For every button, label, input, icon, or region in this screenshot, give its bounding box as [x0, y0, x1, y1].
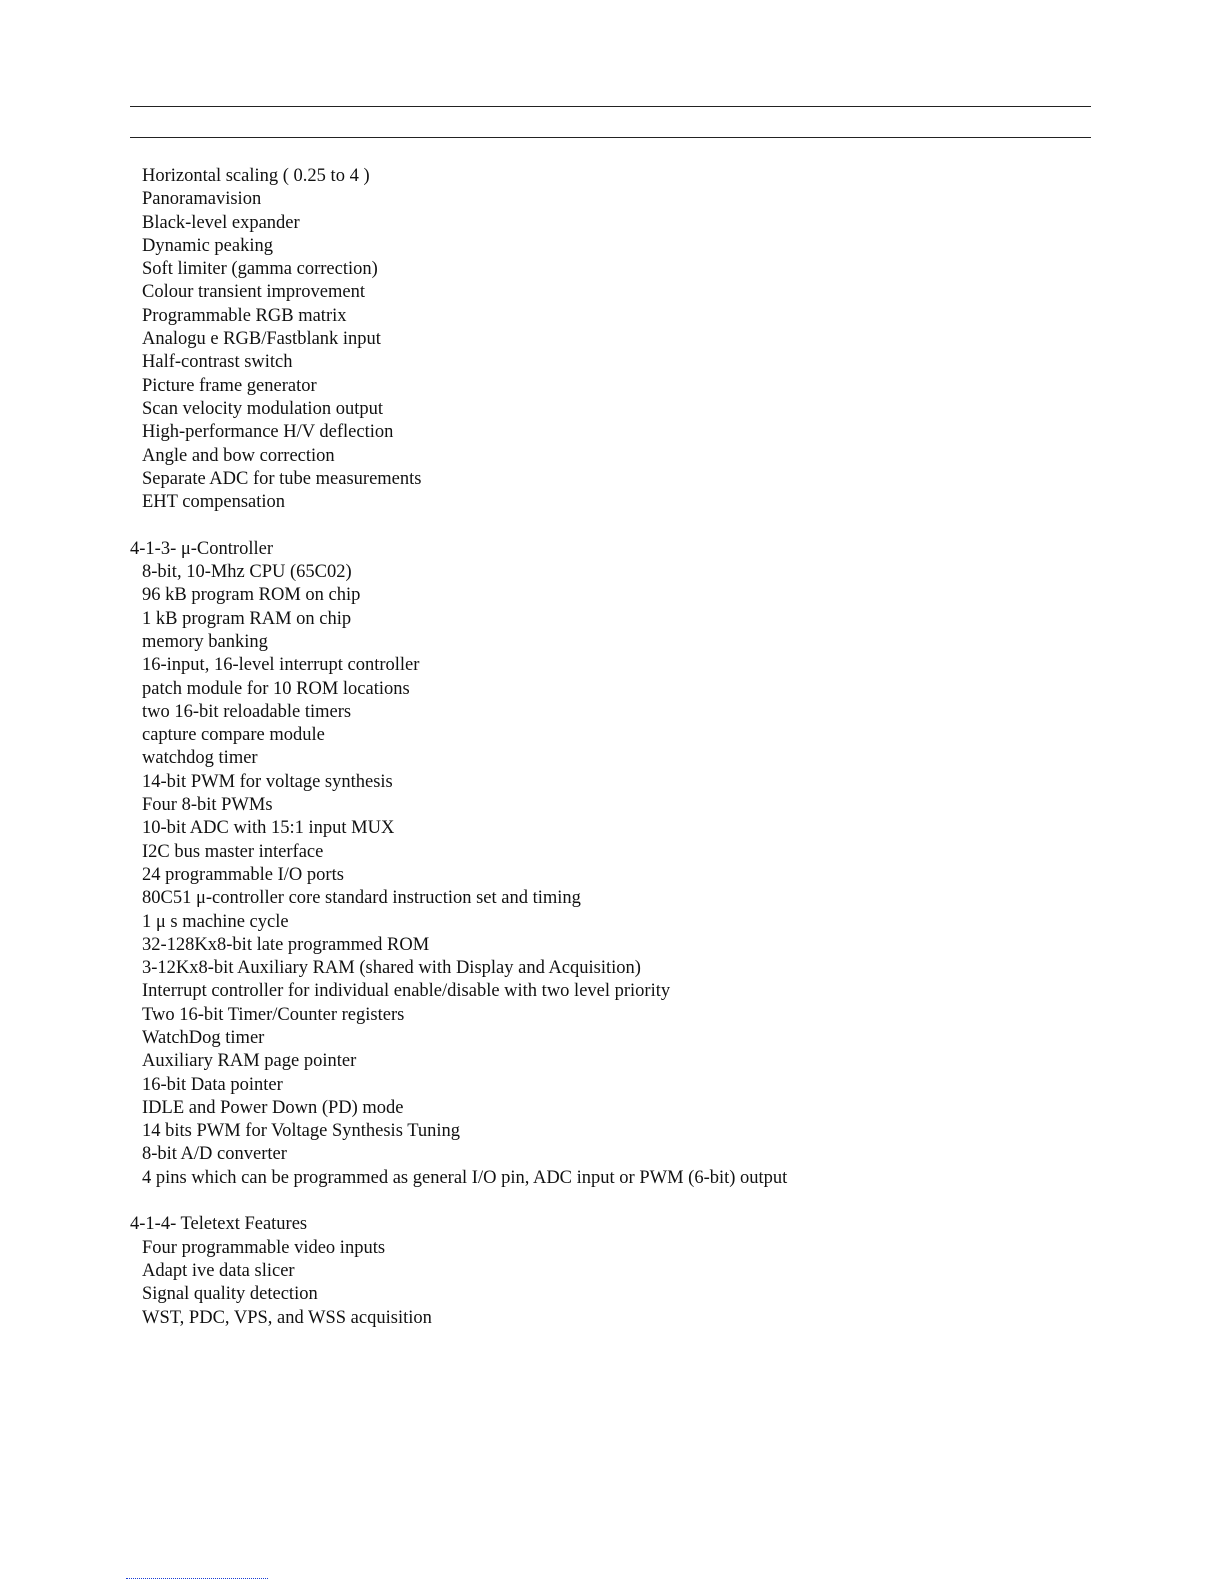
list-item: Two 16-bit Timer/Counter registers: [142, 1004, 405, 1025]
list-item: WST, PDC, VPS, and WSS acquisition: [142, 1307, 432, 1328]
section-video-processing: [130, 165, 1030, 514]
list-item: Scan velocity modulation output: [142, 398, 383, 419]
list-item: Programmable RGB matrix: [142, 305, 347, 326]
list-item: 1 μ s machine cycle: [142, 911, 289, 932]
list-item: memory banking: [142, 631, 268, 652]
list-item: Colour transient improvement: [142, 282, 365, 303]
list-item: 24 programmable I/O ports: [142, 864, 344, 885]
list-item: Black-level expander: [142, 212, 300, 233]
section-teletext-features: [130, 1213, 1030, 1329]
list-item: Interrupt controller for individual enable/disable with two level priority: [142, 981, 671, 1002]
list-item: 8-bit, 10-Mhz CPU (65C02): [142, 562, 352, 583]
feature-list-content: [130, 165, 1030, 1330]
list-item: 80C51 μ-controller core standard instruction set and timing: [142, 888, 581, 909]
list-item: Horizontal scaling ( 0.25 to 4 ): [142, 166, 370, 186]
header-rule-top: [130, 106, 1091, 107]
list-item: two 16-bit reloadable timers: [142, 701, 352, 722]
list-item: High-performance H/V deflection: [142, 422, 394, 443]
list-item: capture compare module: [142, 725, 325, 746]
list-item: 4 pins which can be programmed as general I/O pin, ADC input or PWM (6-bit) output: [142, 1167, 788, 1188]
list-item: Picture frame generator: [142, 375, 317, 396]
list-item: 3-12Kx8-bit Auxiliary RAM (shared with Display and Acquisition): [142, 958, 641, 979]
list-item: watchdog timer: [142, 748, 258, 769]
section-heading-teletext: 4-1-4- Teletext Features: [130, 1214, 308, 1235]
list-item: Panoramavision: [142, 189, 262, 210]
list-item: Angle and bow correction: [142, 445, 335, 466]
header-rule-bottom: [130, 137, 1091, 138]
list-item: I2C bus master interface: [142, 841, 324, 862]
list-item: 14-bit PWM for voltage synthesis: [142, 771, 393, 792]
list-item: 10-bit ADC with 15:1 input MUX: [142, 818, 395, 839]
list-item: Half-contrast switch: [142, 352, 293, 373]
list-item: 96 kB program ROM on chip: [142, 585, 361, 606]
list-item: Four programmable video inputs: [142, 1237, 386, 1258]
list-item: Four 8-bit PWMs: [142, 795, 273, 816]
list-item: 32-128Kx8-bit late programmed ROM: [142, 934, 430, 955]
list-item: Analogu e RGB/Fastblank input: [142, 329, 381, 350]
list-item: Adapt ive data slicer: [142, 1260, 295, 1281]
list-item: 16-input, 16-level interrupt controller: [142, 655, 420, 676]
footer-link-underline: [126, 1578, 268, 1579]
list-item: Auxiliary RAM page pointer: [142, 1051, 357, 1072]
section-microcontroller: [130, 538, 1030, 1190]
list-item: 1 kB program RAM on chip: [142, 608, 352, 629]
list-item: 14 bits PWM for Voltage Synthesis Tuning: [142, 1121, 460, 1142]
list-item: EHT compensation: [142, 492, 286, 513]
list-item: Soft limiter (gamma correction): [142, 259, 378, 280]
list-item: Signal quality detection: [142, 1284, 318, 1305]
list-item: IDLE and Power Down (PD) mode: [142, 1097, 404, 1118]
list-item: 8-bit A/D converter: [142, 1144, 287, 1165]
list-item: 16-bit Data pointer: [142, 1074, 283, 1095]
list-item: WatchDog timer: [142, 1027, 265, 1048]
list-item: patch module for 10 ROM locations: [142, 678, 410, 699]
list-item: Separate ADC for tube measurements: [142, 468, 422, 489]
section-heading-microcontroller: 4-1-3- μ-Controller: [130, 538, 273, 559]
list-item: Dynamic peaking: [142, 235, 273, 256]
